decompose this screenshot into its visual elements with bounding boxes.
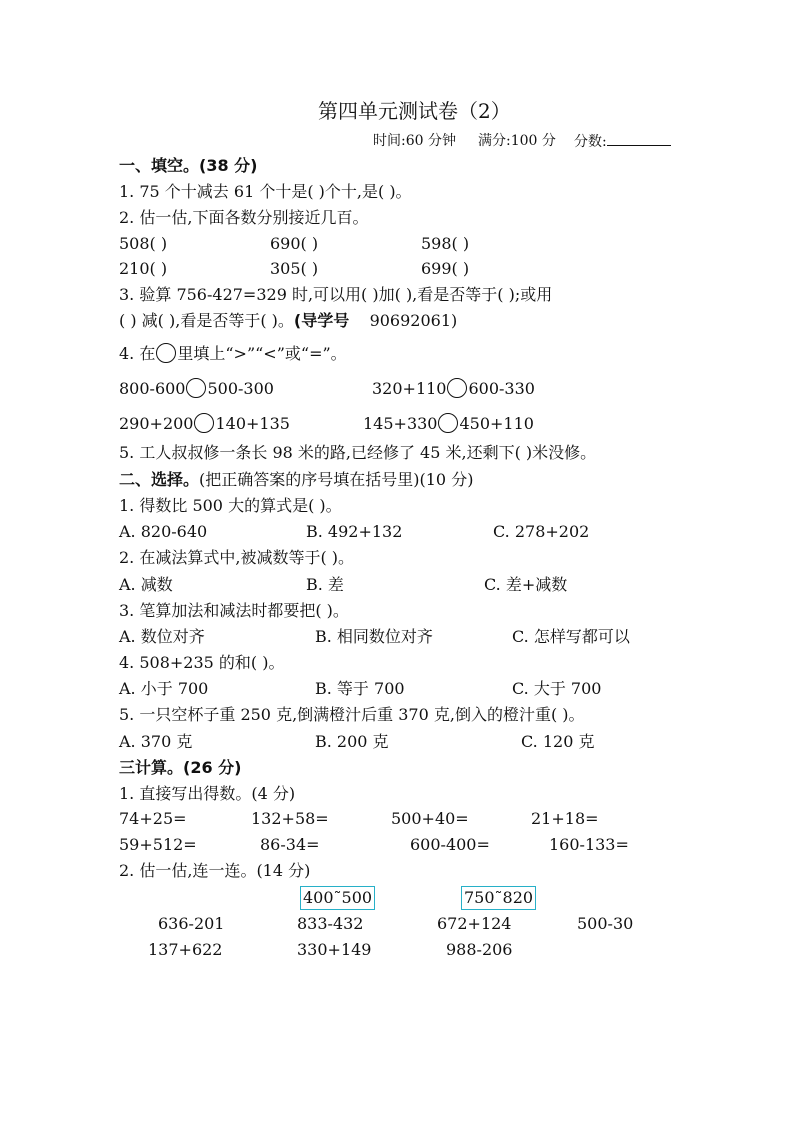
compare-item	[119, 413, 290, 434]
q1-2-item: 690( )	[270, 234, 319, 253]
q1-3-line1: 3. 验算 756-427=329 时,可以用( )加( ),看是否等于( );或用	[119, 285, 553, 304]
option-b[interactable]: B. 等于 700	[315, 679, 405, 698]
estimate-expr[interactable]: 833-432	[297, 914, 364, 933]
calc-item: 86-34=	[260, 835, 320, 854]
calc-item: 132+58=	[251, 809, 329, 828]
option-a[interactable]: A. 820-640	[119, 522, 208, 541]
option-b[interactable]: B. 492+132	[306, 522, 403, 541]
compare-left: 290+200	[119, 414, 194, 433]
q1-2-item: 210( )	[119, 259, 168, 278]
q1-2-item: 699( )	[421, 259, 470, 278]
compare-circle[interactable]	[186, 378, 206, 398]
section1-heading: 一、填空。(38 分)	[119, 156, 258, 175]
compare-left: 145+330	[363, 414, 438, 433]
estimate-expr[interactable]: 137+622	[148, 940, 223, 959]
q2-question: 3. 笔算加法和减法时都要把( )。	[119, 601, 349, 620]
option-a[interactable]: A. 370 克	[119, 732, 193, 751]
option-c[interactable]: C. 大于 700	[512, 679, 602, 698]
compare-right: 500-300	[207, 379, 274, 398]
guide-label: (导学号	[293, 311, 350, 330]
range-box[interactable]: 750˜820	[461, 886, 536, 910]
compare-left: 320+110	[372, 379, 447, 398]
option-b[interactable]: B. 200 克	[315, 732, 389, 751]
q2-question: 5. 一只空杯子重 250 克,倒满橙汁后重 370 克,倒入的橙汁重( )。	[119, 705, 585, 724]
q1-4-prefix: 4. 在	[119, 344, 156, 363]
q1-2-item: 598( )	[421, 234, 470, 253]
compare-right: 600-330	[468, 379, 535, 398]
q1-1: 1. 75 个十减去 61 个十是( )个十,是( )。	[119, 182, 412, 201]
estimate-expr[interactable]: 500-30	[577, 914, 634, 933]
q1-4-suffix: 里填上“>”“<”或“=”。	[177, 344, 347, 363]
page-title: 第四单元测试卷（2）	[318, 99, 511, 123]
option-a[interactable]: A. 小于 700	[119, 679, 209, 698]
estimate-expr[interactable]: 672+124	[437, 914, 512, 933]
option-c[interactable]: C. 120 克	[521, 732, 595, 751]
compare-item	[372, 378, 535, 399]
calc-item: 160-133=	[549, 835, 629, 854]
option-b[interactable]: B. 相同数位对齐	[315, 627, 433, 646]
option-b[interactable]: B. 差	[306, 575, 344, 594]
q2-question: 4. 508+235 的和( )。	[119, 653, 285, 672]
q2-question: 2. 在减法算式中,被减数等于( )。	[119, 548, 355, 567]
q3-2-heading: 2. 估一估,连一连。(14 分)	[119, 861, 311, 880]
calc-item: 600-400=	[410, 835, 490, 854]
estimate-expr[interactable]: 988-206	[446, 940, 513, 959]
compare-item	[363, 413, 534, 434]
option-c[interactable]: C. 怎样写都可以	[512, 627, 630, 646]
q1-2-item: 508( )	[119, 234, 168, 253]
q1-3-line2	[119, 311, 457, 331]
section2-heading-bold: 二、选择。	[119, 470, 200, 489]
guide-code: 90692061)	[369, 311, 458, 330]
q1-4	[119, 343, 347, 364]
compare-circle[interactable]	[438, 413, 458, 433]
estimate-expr[interactable]: 330+149	[297, 940, 372, 959]
calc-item: 21+18=	[531, 809, 599, 828]
time-label: 时间:60 分钟	[373, 133, 456, 149]
option-a[interactable]: A. 减数	[119, 575, 173, 594]
circle-icon	[156, 343, 176, 363]
q1-3-text: ( ) 减( ),看是否等于( )。	[119, 311, 294, 330]
compare-right: 140+135	[215, 414, 290, 433]
q2-question: 1. 得数比 500 大的算式是( )。	[119, 496, 342, 515]
compare-item	[119, 378, 274, 399]
score-blank[interactable]	[607, 131, 671, 146]
compare-circle[interactable]	[194, 413, 214, 433]
section3-heading: 三计算。(26 分)	[119, 758, 242, 777]
q1-2: 2. 估一估,下面各数分别接近几百。	[119, 208, 369, 227]
score-field[interactable]	[574, 131, 671, 152]
calc-item: 59+512=	[119, 835, 197, 854]
score-label: 分数:	[574, 134, 607, 150]
section2-heading	[119, 470, 473, 490]
estimate-expr[interactable]: 636-201	[158, 914, 225, 933]
option-a[interactable]: A. 数位对齐	[119, 627, 205, 646]
option-c[interactable]: C. 差+减数	[484, 575, 568, 594]
range-box[interactable]: 400˜500	[300, 886, 375, 910]
section2-heading-rest: (把正确答案的序号填在括号里)(10 分)	[199, 470, 474, 489]
compare-circle[interactable]	[447, 378, 467, 398]
calc-item: 74+25=	[119, 809, 187, 828]
q3-1-heading: 1. 直接写出得数。(4 分)	[119, 784, 296, 803]
compare-left: 800-600	[119, 379, 186, 398]
calc-item: 500+40=	[391, 809, 469, 828]
compare-right: 450+110	[459, 414, 534, 433]
option-c[interactable]: C. 278+202	[493, 522, 590, 541]
q1-2-item: 305( )	[270, 259, 319, 278]
q1-5: 5. 工人叔叔修一条长 98 米的路,已经修了 45 米,还剩下( )米没修。	[119, 443, 597, 462]
full-score-label: 满分:100 分	[478, 133, 556, 149]
